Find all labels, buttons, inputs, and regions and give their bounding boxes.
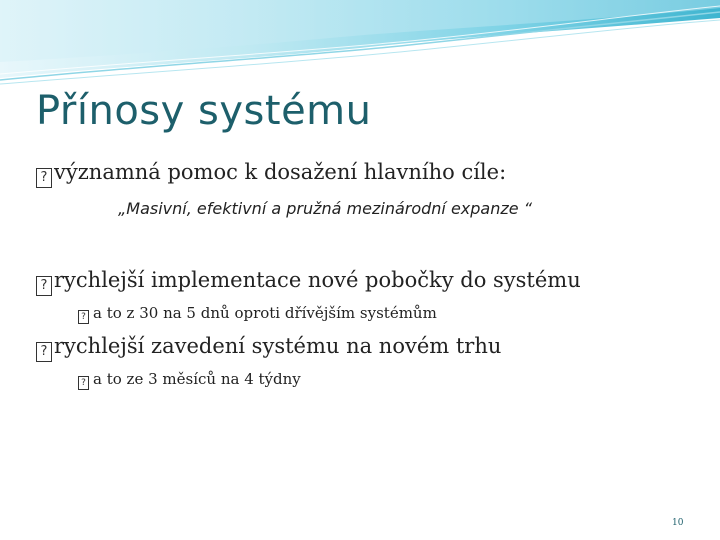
sub-bullet-2-text: a to z 30 na 5 dnů oproti dřívějším systémům xyxy=(93,304,437,322)
sub-bullet-3 xyxy=(78,370,301,389)
missing-glyph-icon: ? xyxy=(78,310,89,324)
missing-glyph-icon: ? xyxy=(78,376,89,390)
goal-quote: „Masivní, efektivní a pružná mezinárodní expanze “ xyxy=(118,199,532,218)
header-wave-decoration xyxy=(0,0,720,90)
page-number: 10 xyxy=(672,518,684,528)
bullet-1 xyxy=(36,160,506,186)
bullet-3-text: rychlejší zavedení systému na novém trhu xyxy=(54,334,502,358)
bullet-1-text: významná pomoc k dosažení hlavního cíle: xyxy=(54,160,507,184)
bullet-3 xyxy=(36,334,501,360)
missing-glyph-icon: ? xyxy=(36,168,52,188)
missing-glyph-icon: ? xyxy=(36,342,52,362)
bullet-2-text: rychlejší implementace nové pobočky do systému xyxy=(54,268,581,292)
slide-title: Přínosy systému xyxy=(36,88,372,134)
missing-glyph-icon: ? xyxy=(36,276,52,296)
sub-bullet-2 xyxy=(78,304,437,323)
bullet-2 xyxy=(36,268,581,294)
sub-bullet-3-text: a to ze 3 měsíců na 4 týdny xyxy=(93,370,301,388)
